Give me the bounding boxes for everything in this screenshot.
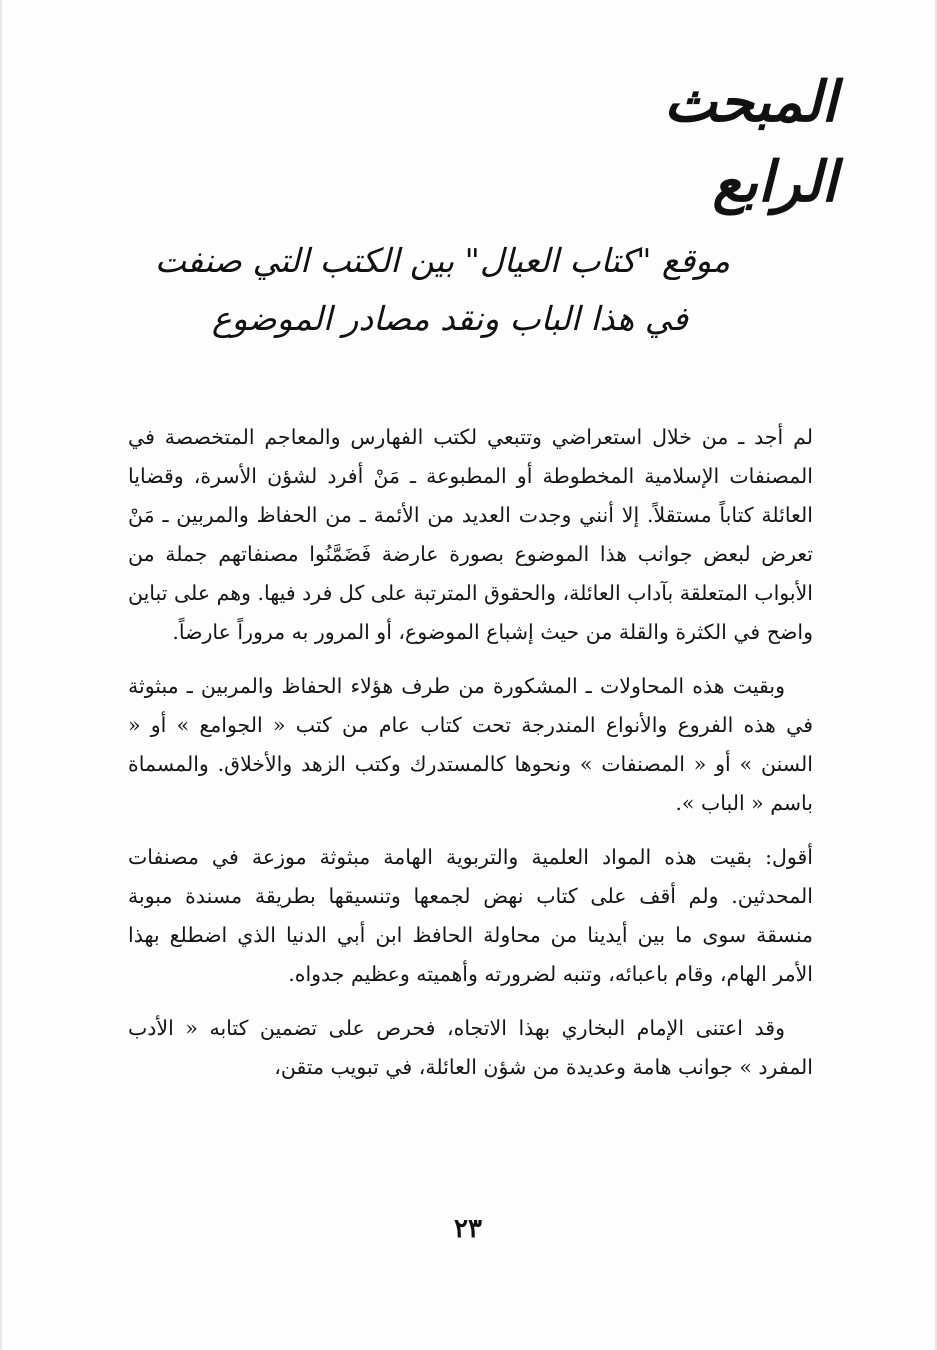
paragraph-4: وقد اعتنى الإمام البخاري بهذا الاتجاه، فحرص على تضمين كتابه « الأدب المفرد » جوانب هامة وعديدة من شؤن العائلة، في تبويب متقن، — [128, 1016, 813, 1079]
subtitle-line-1: موقع "كتاب العيال" بين الكتب التي صنفت — [154, 241, 730, 280]
scan-edge-left — [0, 0, 2, 1350]
subtitle-line-2: في هذا الباب ونقد مصادر الموضوع — [211, 299, 689, 338]
paragraph-1: لم أجد ـ من خلال استعراضي وتتبعي لكتب الفهارس والمعاجم المتخصصة في المصنفات الإسلامية المخطوطة أو المطبوعة ـ مَنْ أفرد لشؤن الأسرة، وقضايا العائلة كتاباً مستقلاً. إلا أنني وجدت العديد من الأئمة ـ من الحفاظ والمربين ـ مَنْ تعرض لبعض جوانب هذا الموضوع بصورة عارضة فَضَمَّنُوا مصنفاتهم جملة من الأبواب المتعلقة بآداب العائلة، والحقوق المترتبة على كل فرد فيها. وهم على تباين واضح في الكثرة والقلة من حيث إشباع الموضوع، أو المرور به مروراً عارضاً. — [128, 425, 813, 644]
paragraph-2: وبقيت هذه المحاولات ـ المشكورة من طرف هؤلاء الحفاظ والمربين ـ مبثوثة في هذه الفروع والأنواع المندرجة تحت كتاب عام من كتب « الجوامع » أو « السنن » أو « المصنفات » ونحوها كالمستدرك وكتب الزهد والأخلاق. والمسماة باسم « الباب ». — [128, 674, 813, 815]
section-subtitle — [154, 232, 730, 348]
body-text — [128, 418, 813, 1102]
section-heading: المبحث الرابع — [663, 69, 837, 215]
paragraph-3: أقول: بقيت هذه المواد العلمية والتربوية الهامة مبثوثة موزعة في مصنفات المحدثين. ولم أقف على كتاب نهض لجمعها وتنسيقها بطريقة مسندة مبوبة منسقة سوى ما بين أيدينا من محاولة الحافظ ابن أبي الدنيا الذي اضطلع بهذا الأمر الهام، وقام باعبائه، وتنبه لضرورته وأهميته وعظيم جدواه. — [128, 845, 813, 986]
page-number: ٢٣ — [454, 1214, 482, 1244]
